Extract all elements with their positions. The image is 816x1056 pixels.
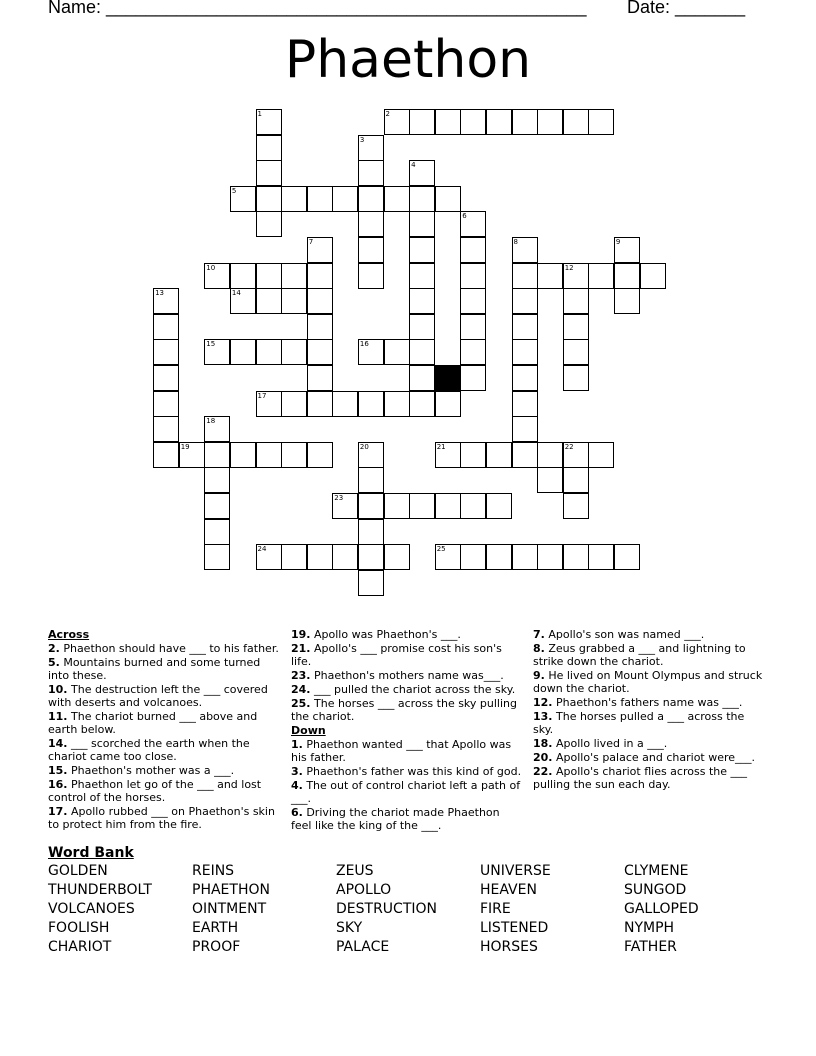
grid-cell[interactable] — [435, 391, 461, 417]
grid-cell[interactable] — [563, 365, 589, 391]
clue-number: 14. — [48, 737, 68, 750]
grid-cell[interactable] — [537, 109, 563, 135]
down-heading: Down — [291, 724, 326, 737]
grid-cell[interactable] — [332, 391, 358, 417]
clue-text: Apollo's palace and chariot were___. — [552, 751, 756, 764]
grid-cell[interactable] — [307, 391, 333, 417]
clue-number: 14 — [231, 289, 241, 298]
grid-cell[interactable] — [256, 211, 282, 237]
grid-cell[interactable] — [153, 339, 179, 365]
grid-cell[interactable] — [281, 263, 307, 289]
grid-cell[interactable] — [204, 339, 230, 365]
word-bank-item: SKY — [336, 920, 363, 936]
grid-cell[interactable] — [512, 339, 538, 365]
grid-cell[interactable] — [358, 493, 384, 519]
grid-cell[interactable] — [256, 391, 282, 417]
grid-cell[interactable] — [537, 544, 563, 570]
word-bank-item: THUNDERBOLT — [48, 882, 152, 898]
word-bank-item: DESTRUCTION — [336, 901, 437, 917]
clue — [291, 697, 523, 723]
clue-number: 24 — [257, 545, 267, 554]
grid-cell[interactable] — [358, 160, 384, 186]
grid-cell[interactable] — [460, 263, 486, 289]
clue-number: 6. — [291, 806, 303, 819]
grid-cell[interactable] — [332, 493, 358, 519]
grid-cell[interactable] — [460, 493, 486, 519]
grid-cell[interactable] — [256, 263, 282, 289]
clue — [48, 805, 280, 831]
word-bank-item: GOLDEN — [48, 863, 108, 879]
grid-cell[interactable] — [460, 211, 486, 237]
word-bank-item: UNIVERSE — [480, 863, 551, 879]
clue — [48, 683, 280, 709]
grid-cell[interactable] — [307, 314, 333, 340]
grid-cell[interactable] — [512, 109, 538, 135]
grid-cell[interactable] — [384, 109, 410, 135]
clue-number: 17. — [48, 805, 68, 818]
clue-number: 16. — [48, 778, 68, 791]
grid-cell[interactable] — [358, 211, 384, 237]
clue — [533, 765, 765, 791]
clue — [291, 765, 523, 778]
grid-cell[interactable] — [281, 186, 307, 212]
grid-cell[interactable] — [435, 544, 461, 570]
grid-cell[interactable] — [486, 109, 512, 135]
clue — [533, 628, 765, 641]
clue — [533, 642, 765, 668]
grid-cell[interactable] — [563, 288, 589, 314]
clue-text: Phaethon wanted ___ that Apollo was his father. — [291, 738, 512, 764]
clue — [48, 778, 280, 804]
clue-number: 11. — [48, 710, 68, 723]
clue-number: 21. — [291, 642, 311, 655]
clue — [533, 696, 765, 709]
grid-cell[interactable] — [512, 314, 538, 340]
grid-cell[interactable] — [358, 263, 384, 289]
grid-cell[interactable] — [256, 160, 282, 186]
word-bank-item: FIRE — [480, 901, 511, 917]
clue-number: 18 — [206, 417, 216, 426]
grid-cell[interactable] — [563, 263, 589, 289]
grid-cell[interactable] — [204, 442, 230, 468]
grid-cell[interactable] — [230, 339, 256, 365]
clue-number: 20 — [359, 442, 369, 451]
grid-cell[interactable] — [281, 288, 307, 314]
grid-cell[interactable] — [256, 186, 282, 212]
clue-number: 21 — [436, 442, 446, 451]
clue-text: Phaethon let go of the ___ and lost control of the horses. — [48, 778, 262, 804]
clue-text: The chariot burned ___ above and earth below. — [48, 710, 258, 736]
grid-cell[interactable] — [537, 263, 563, 289]
grid-cell[interactable] — [409, 288, 435, 314]
clue-number: 4. — [291, 779, 303, 792]
grid-cell[interactable] — [563, 493, 589, 519]
grid-cell[interactable] — [358, 339, 384, 365]
word-bank-item: REINS — [192, 863, 235, 879]
clues-column-2 — [291, 628, 523, 833]
clue-number: 2. — [48, 642, 60, 655]
word-bank-item: HEAVEN — [480, 882, 537, 898]
grid-cell[interactable] — [256, 442, 282, 468]
grid-cell[interactable] — [460, 237, 486, 263]
grid-cell[interactable] — [512, 391, 538, 417]
clue — [291, 669, 523, 682]
clue-number: 3 — [359, 135, 365, 144]
clue-text: He lived on Mount Olympus and struck down the chariot. — [533, 669, 763, 695]
grid-cell[interactable] — [358, 519, 384, 545]
name-field-label: Name: ________________________________________________ — [48, 0, 587, 17]
clue-text: Apollo lived in a ___. — [552, 737, 668, 750]
clue-text: Apollo's ___ promise cost his son's life. — [291, 642, 502, 668]
grid-cell[interactable] — [614, 288, 640, 314]
clue-number: 8. — [533, 642, 545, 655]
grid-cell[interactable] — [230, 186, 256, 212]
grid-cell[interactable] — [409, 365, 435, 391]
clue-number: 13 — [155, 289, 165, 298]
word-bank-item: PROOF — [192, 939, 241, 955]
grid-cell[interactable] — [358, 570, 384, 596]
clue-text: The out of control chariot left a path of ___. — [291, 779, 521, 805]
clue-number: 25. — [291, 697, 311, 710]
clue-number: 5. — [48, 656, 60, 669]
grid-cell[interactable] — [358, 442, 384, 468]
grid-cell[interactable] — [281, 391, 307, 417]
clue-number: 19. — [291, 628, 311, 641]
grid-cell[interactable] — [307, 442, 333, 468]
clue-number: 2 — [385, 110, 390, 118]
clue-text: Phaethon should have ___ to his father. — [59, 642, 279, 655]
clue-text: Phaethon's mothers name was___. — [310, 669, 504, 682]
grid-cell[interactable] — [409, 160, 435, 186]
grid-cell[interactable] — [358, 135, 384, 161]
grid-cell[interactable] — [435, 109, 461, 135]
grid-cell[interactable] — [435, 493, 461, 519]
clue-text: Zeus grabbed a ___ and lightning to strike down the chariot. — [533, 642, 746, 668]
grid-cell[interactable] — [409, 263, 435, 289]
grid-cell[interactable] — [512, 237, 538, 263]
grid-cell[interactable] — [384, 391, 410, 417]
clue-number: 25 — [436, 545, 446, 554]
word-bank-item: CHARIOT — [48, 939, 112, 955]
grid-cell[interactable] — [204, 519, 230, 545]
word-bank-item: HORSES — [480, 939, 538, 955]
grid-cell[interactable] — [614, 237, 640, 263]
clue-text: Mountains burned and some turned into these. — [48, 656, 261, 682]
grid-cell[interactable] — [281, 544, 307, 570]
grid-cell[interactable] — [307, 288, 333, 314]
grid-cell[interactable] — [256, 109, 282, 135]
clue-number: 12 — [564, 263, 574, 272]
grid-cell[interactable] — [153, 442, 179, 468]
clue-number: 1. — [291, 738, 303, 751]
clue-text: Apollo's chariot flies across the ___ pulling the sun each day. — [533, 765, 747, 791]
clue-number: 8 — [513, 238, 518, 246]
grid-cell[interactable] — [153, 365, 179, 391]
grid-cell[interactable] — [358, 467, 384, 493]
clues-column-1 — [48, 628, 280, 832]
grid-cell[interactable] — [256, 544, 282, 570]
grid-cell[interactable] — [256, 135, 282, 161]
clue-number: 7 — [308, 238, 314, 246]
grid-cell[interactable] — [460, 544, 486, 570]
grid-cell[interactable] — [614, 263, 640, 289]
grid-cell[interactable] — [307, 339, 333, 365]
grid-cell[interactable] — [512, 442, 538, 468]
grid-cell[interactable] — [384, 544, 410, 570]
word-bank-item: CLYMENE — [624, 863, 689, 879]
word-bank-item: ZEUS — [336, 863, 374, 879]
clue-text: The horses ___ across the sky pulling the chariot. — [291, 697, 517, 723]
clue-number: 15 — [206, 340, 216, 349]
clue-number: 22 — [564, 442, 574, 451]
grid-cell[interactable] — [460, 339, 486, 365]
date-field-label: Date: _______ — [627, 0, 746, 17]
clue-text: Phaethon's mother was a ___. — [67, 764, 235, 777]
clue-text: Apollo rubbed ___ on Phaethon's skin to protect him from the fire. — [48, 805, 275, 831]
clue-number: 24. — [291, 683, 311, 696]
grid-cell[interactable] — [563, 314, 589, 340]
clue — [291, 642, 523, 668]
grid-cell[interactable] — [460, 288, 486, 314]
grid-cell[interactable] — [307, 365, 333, 391]
word-bank-item: SUNGOD — [624, 882, 687, 898]
grid-cell[interactable] — [563, 442, 589, 468]
word-bank-item: PALACE — [336, 939, 390, 955]
clue-number: 22. — [533, 765, 553, 778]
grid-cell[interactable] — [256, 339, 282, 365]
grid-cell[interactable] — [409, 211, 435, 237]
grid-cell[interactable] — [512, 365, 538, 391]
clue — [48, 737, 280, 763]
grid-cell[interactable] — [204, 416, 230, 442]
grid-cell[interactable] — [281, 442, 307, 468]
word-bank-item: LISTENED — [480, 920, 549, 936]
clue — [48, 642, 280, 655]
word-bank — [48, 863, 788, 958]
clue-number: 20. — [533, 751, 553, 764]
grid-cell[interactable] — [204, 493, 230, 519]
grid-cell[interactable] — [588, 263, 614, 289]
clue — [533, 669, 765, 695]
clues-column-3 — [533, 628, 765, 792]
grid-cell[interactable] — [384, 493, 410, 519]
word-bank-item: VOLCANOES — [48, 901, 135, 917]
word-bank-item: FOOLISH — [48, 920, 110, 936]
clue-number: 17 — [257, 391, 267, 400]
clue — [291, 628, 523, 641]
clue — [291, 779, 523, 805]
grid-cell[interactable] — [435, 442, 461, 468]
clue — [291, 806, 523, 832]
clue-text: ___ scorched the earth when the chariot came too close. — [48, 737, 250, 763]
clue-number: 6 — [462, 212, 467, 221]
grid-cell[interactable] — [332, 544, 358, 570]
grid-cell[interactable] — [512, 288, 538, 314]
grid-cell[interactable] — [614, 544, 640, 570]
clue-number: 3. — [291, 765, 303, 778]
clue-number: 15. — [48, 764, 68, 777]
clue — [48, 710, 280, 736]
grid-cell[interactable] — [409, 237, 435, 263]
grid-cell[interactable] — [588, 109, 614, 135]
clue-text: ___ pulled the chariot across the sky. — [310, 683, 516, 696]
grid-cell[interactable] — [512, 544, 538, 570]
word-bank-title: Word Bank — [48, 845, 134, 861]
grid-cell[interactable] — [409, 186, 435, 212]
clue-number: 23 — [334, 494, 344, 502]
grid-cell[interactable] — [486, 493, 512, 519]
clue-number: 13. — [533, 710, 553, 723]
clue-number: 18. — [533, 737, 553, 750]
grid-cell[interactable] — [588, 442, 614, 468]
grid-cell[interactable] — [153, 416, 179, 442]
grid-cell[interactable] — [640, 263, 666, 289]
clue — [48, 656, 280, 682]
grid-cell[interactable] — [537, 442, 563, 468]
grid-cell[interactable] — [537, 467, 563, 493]
word-bank-item: NYMPH — [624, 920, 675, 936]
clue-number: 10 — [206, 263, 216, 272]
clue-text: Phaethon's father was this kind of god. — [302, 765, 522, 778]
grid-cell[interactable] — [153, 314, 179, 340]
grid-cell[interactable] — [409, 339, 435, 365]
clue-text: Apollo's son was named ___. — [544, 628, 705, 641]
grid-cell[interactable] — [460, 365, 486, 391]
grid-cell[interactable] — [307, 544, 333, 570]
clue-number: 23. — [291, 669, 311, 682]
clue-number: 12. — [533, 696, 553, 709]
grid-cell[interactable] — [512, 442, 538, 468]
grid-cell[interactable] — [153, 288, 179, 314]
word-bank-item: OINTMENT — [192, 901, 267, 917]
word-bank-item: GALLOPED — [624, 901, 699, 917]
page-title: Phaethon — [284, 30, 532, 90]
grid-cell[interactable] — [409, 109, 435, 135]
clue — [533, 737, 765, 750]
clue-text: The destruction left the ___ covered with deserts and volcanoes. — [48, 683, 268, 709]
clue-number: 4 — [411, 161, 416, 170]
clue-text: Phaethon's fathers name was ___. — [552, 696, 743, 709]
clue-number: 5 — [231, 186, 237, 195]
grid-cell[interactable] — [563, 109, 589, 135]
grid-cell[interactable] — [588, 544, 614, 570]
grid-cell[interactable] — [230, 263, 256, 289]
grid-cell[interactable] — [384, 339, 410, 365]
grid-cell[interactable] — [486, 442, 512, 468]
word-bank-item: EARTH — [192, 920, 239, 936]
grid-cell[interactable] — [486, 544, 512, 570]
grid-cell[interactable] — [179, 442, 205, 468]
clue-number: 9 — [615, 238, 621, 246]
grid-cell[interactable] — [358, 186, 384, 212]
grid-cell[interactable] — [204, 467, 230, 493]
grid-cell[interactable] — [256, 288, 282, 314]
grid-cell[interactable] — [460, 109, 486, 135]
grid-cell[interactable] — [307, 263, 333, 289]
grid-cell[interactable] — [435, 186, 461, 212]
grid-cell[interactable] — [307, 186, 333, 212]
grid-cell[interactable] — [384, 186, 410, 212]
clue — [291, 738, 523, 764]
clue-number: 7. — [533, 628, 545, 641]
grid-cell[interactable] — [563, 544, 589, 570]
clue-number: 19 — [180, 442, 190, 451]
grid-cell[interactable] — [409, 314, 435, 340]
grid-cell[interactable] — [281, 339, 307, 365]
grid-cell[interactable] — [409, 391, 435, 417]
grid-cell[interactable] — [153, 391, 179, 417]
word-bank-item: FATHER — [624, 939, 677, 955]
clue-number: 1 — [257, 110, 262, 118]
grid-cell[interactable] — [358, 391, 384, 417]
grid-cell[interactable] — [563, 339, 589, 365]
clue-text: The horses pulled a ___ across the sky. — [533, 710, 745, 736]
grid-cell[interactable] — [230, 288, 256, 314]
word-bank-item: APOLLO — [336, 882, 392, 898]
clue — [533, 710, 765, 736]
grid-cell[interactable] — [358, 237, 384, 263]
clue — [291, 683, 523, 696]
grid-cell[interactable] — [409, 493, 435, 519]
across-heading: Across — [48, 628, 90, 641]
grid-cell[interactable] — [204, 263, 230, 289]
clue-number: 10. — [48, 683, 68, 696]
grid-cell[interactable] — [460, 314, 486, 340]
word-bank-item: PHAETHON — [192, 882, 270, 898]
grid-cell[interactable] — [460, 442, 486, 468]
clue-number: 16 — [359, 340, 369, 349]
grid-cell[interactable] — [204, 544, 230, 570]
grid-cell[interactable] — [230, 442, 256, 468]
grid-cell[interactable] — [512, 263, 538, 289]
clue — [48, 764, 280, 777]
clue-number: 9. — [533, 669, 545, 682]
clue-text: Apollo was Phaethon's ___. — [310, 628, 461, 641]
grid-cell[interactable] — [358, 544, 384, 570]
grid-cell[interactable] — [332, 186, 358, 212]
grid-cell[interactable] — [563, 467, 589, 493]
clue-text: Driving the chariot made Phaethon feel like the king of the ___. — [291, 806, 500, 832]
black-cell — [435, 365, 461, 391]
clue — [533, 751, 765, 764]
grid-cell[interactable] — [512, 416, 538, 442]
grid-cell[interactable] — [307, 237, 333, 263]
